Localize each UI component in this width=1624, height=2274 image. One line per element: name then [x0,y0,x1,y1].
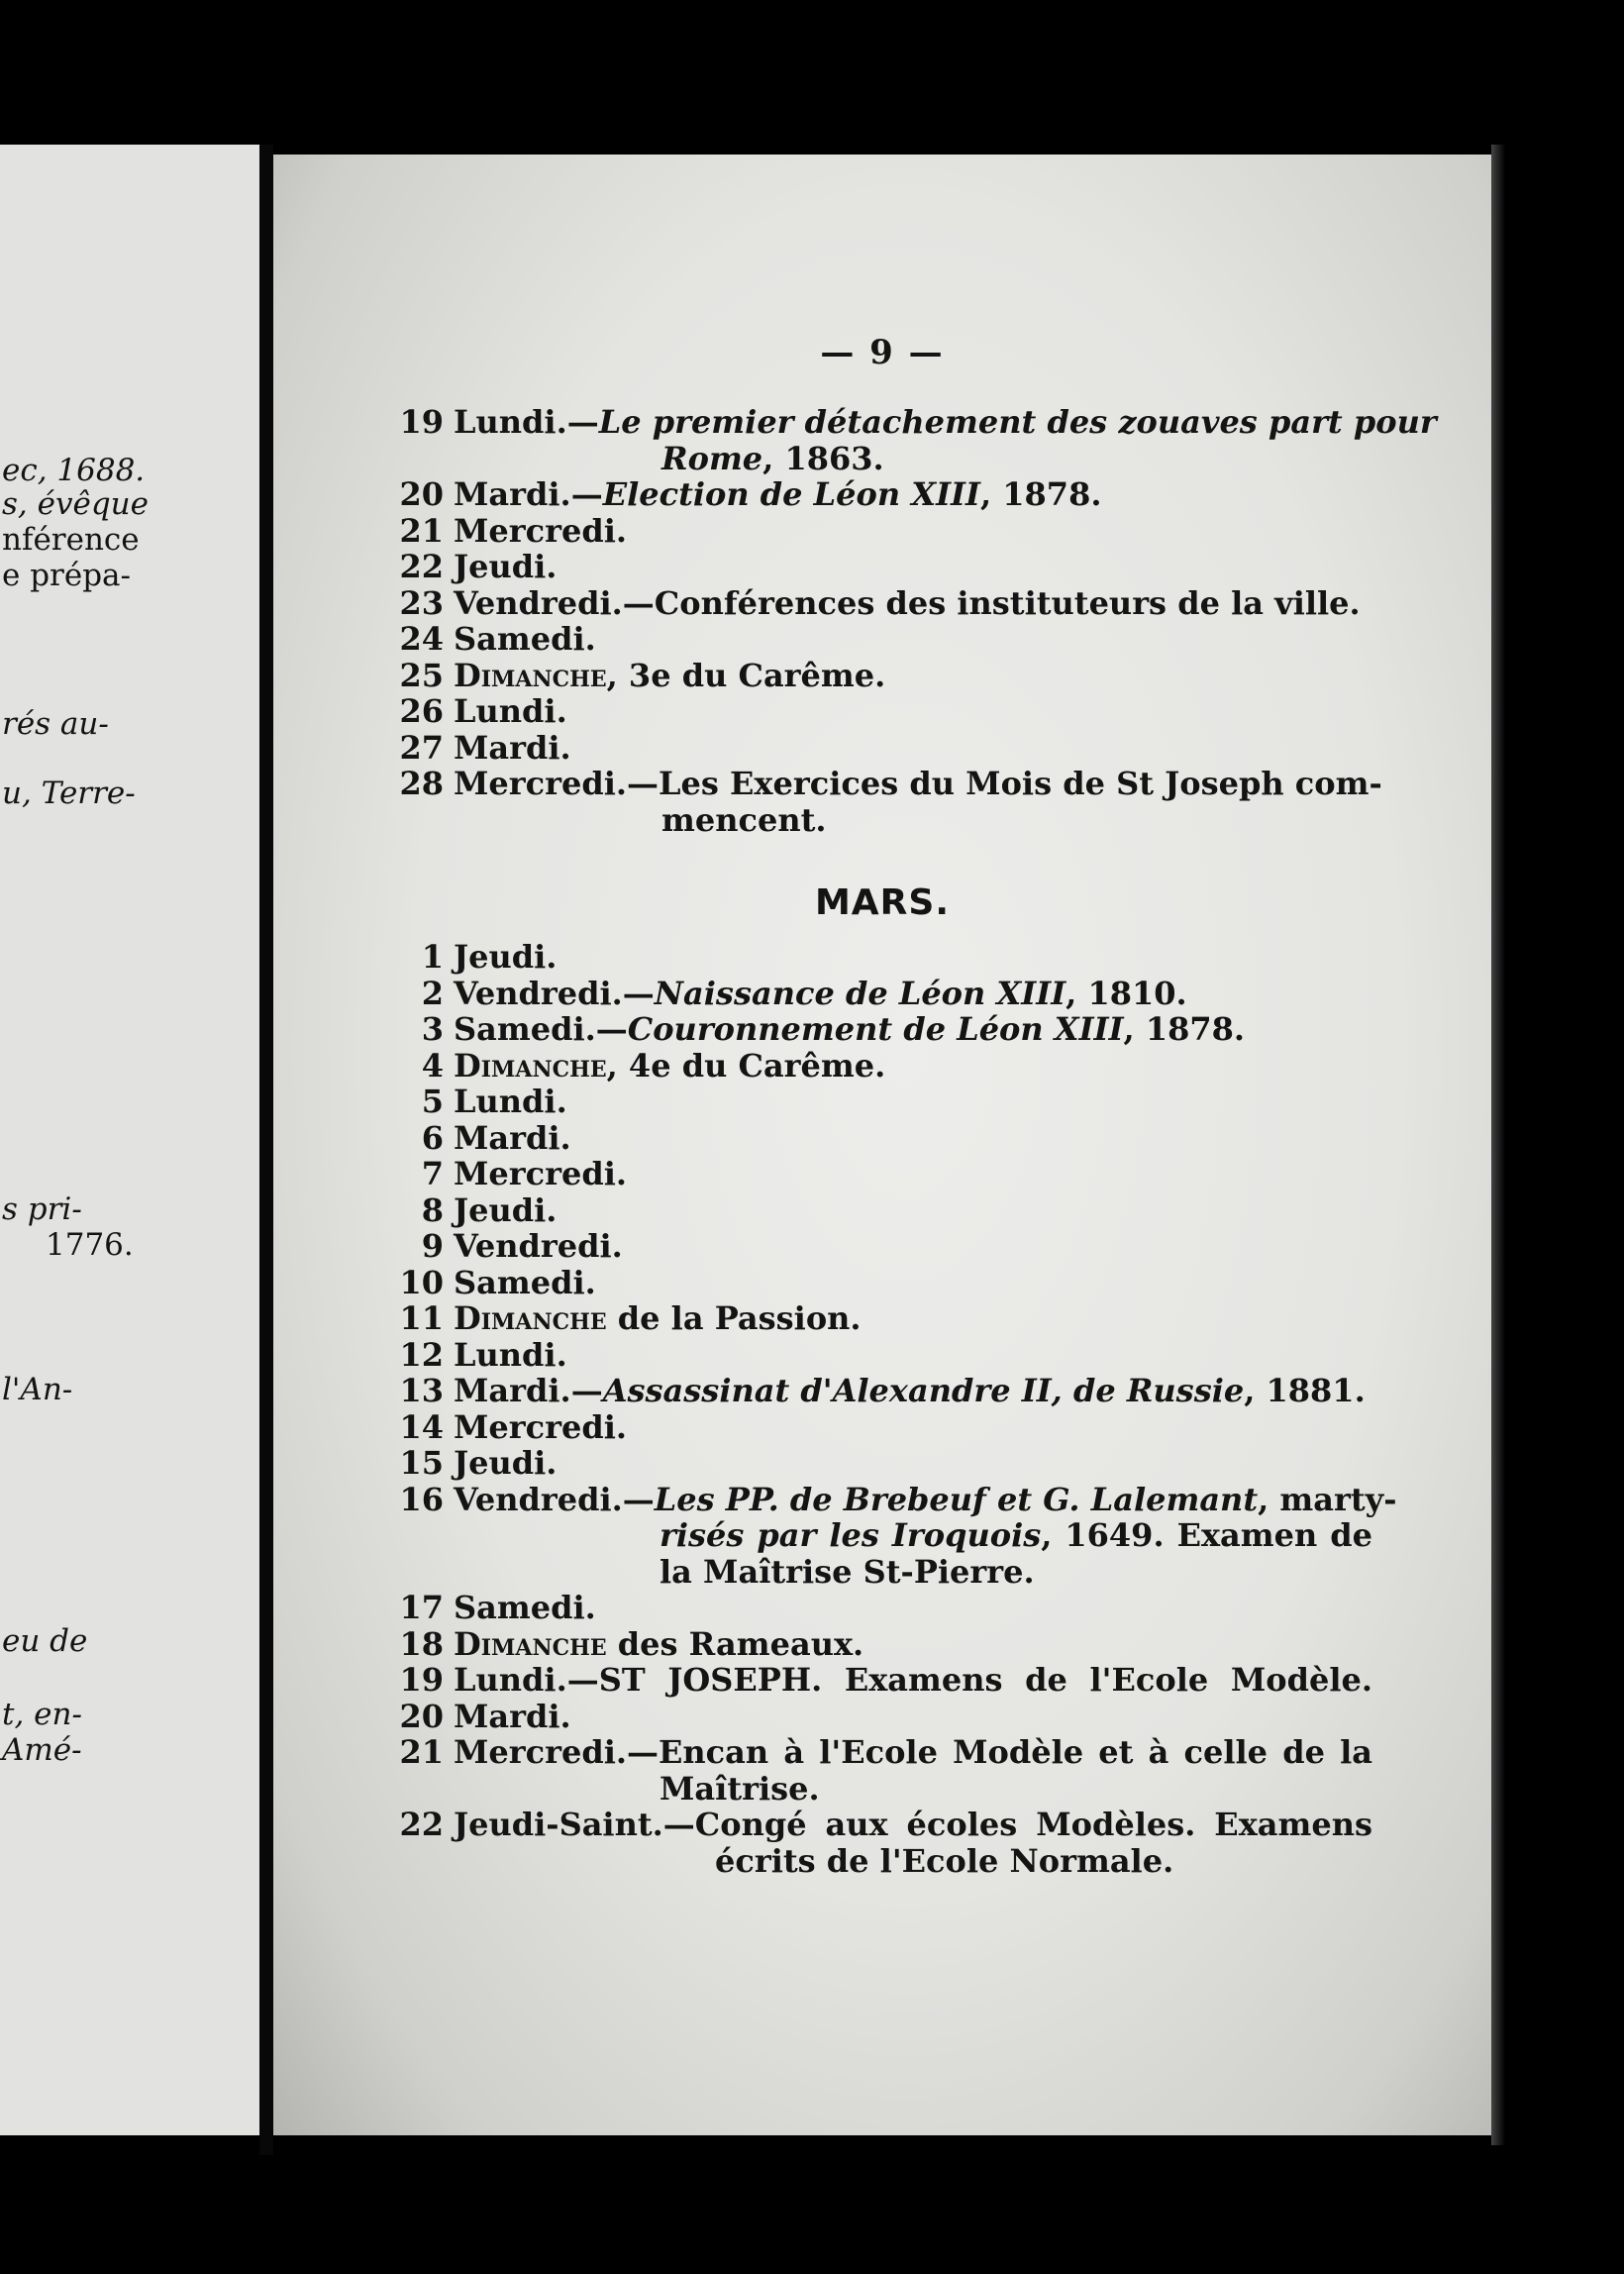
calendar-page [273,155,1491,2135]
facing-page-fragment: e prépa- [2,558,132,593]
entry-day: 2 [421,974,444,1012]
entry-day: 22 [399,548,444,585]
entry-text: Mercredi.—Encan à l'Ecole Modèle et à celle de la [454,1733,1372,1771]
facing-page-fragment: s, évêque [2,486,149,522]
entry-continuation: mencent. [661,800,827,839]
entry-text: Samedi. [454,1263,596,1301]
facing-page-fragment: s pri- [2,1191,82,1227]
entry-text: Vendredi.—Naissance de Léon XIII, 1810. [454,974,1187,1012]
entry-day: 13 [399,1372,444,1409]
entry-continuation: écrits de l'Ecole Normale. [715,1841,1174,1880]
entry-text: Samedi. [454,620,596,658]
entry-text: Dimanche, 3e du Carême. [454,656,886,694]
facing-page-edge [0,145,259,2135]
entry-day: 21 [399,511,444,550]
entry-continuation: risés par les Iroquois, 1649. Examen de [660,1516,1372,1554]
entry-text: Jeudi-Saint.—Congé aux écoles Modèles. Examens [454,1806,1372,1843]
facing-page-fragment: eu de [2,1623,88,1659]
entry-day: 7 [421,1155,444,1192]
entry-text: Lundi.—Le premier détachement des zouaves part pour [454,403,1437,441]
entry-text: Jeudi. [454,1444,558,1482]
entry-day: 8 [421,1190,444,1229]
entry-text: Dimanche des Rameaux. [454,1624,864,1663]
entry-continuation: Rome, 1863. [661,439,884,477]
entry-day: 26 [399,692,444,730]
entry-day: 11 [399,1299,444,1337]
entry-text: Mercredi. [454,511,628,550]
facing-page-fragment: l'An- [2,1372,73,1407]
entry-text: Mardi. [454,1118,571,1157]
page-gutter [259,145,273,2155]
entry-text: Mercredi. [454,1155,628,1192]
entry-text: Dimanche, 4e du Carême. [454,1046,886,1085]
entry-day: 10 [399,1263,444,1301]
entry-day: 15 [399,1444,444,1482]
facing-page-fragment: ec, 1688. [2,453,146,488]
entry-text: Mercredi.—Les Exercices du Mois de St Joseph com- [454,765,1382,802]
entry-day: 12 [399,1335,444,1374]
entry-day: 9 [421,1227,444,1265]
calendar-entries [273,155,1491,2135]
entry-text: Lundi. [454,1083,567,1120]
entry-day: 18 [399,1624,444,1663]
entry-day: 14 [399,1407,444,1446]
entry-text: Lundi. [454,692,567,730]
entry-text: Dimanche de la Passion. [454,1299,862,1337]
facing-page-fragment: rés au- [2,706,109,742]
facing-page-fragment: Amé- [2,1732,82,1768]
entry-text: Jeudi. [454,1190,558,1229]
entry-day: 5 [421,1083,444,1120]
page-edge-shadow [1491,145,1505,2145]
section-heading: MARS. [814,882,950,923]
facing-page-fragment: t, en- [2,1697,82,1732]
entry-text: Vendredi.—Conférences des instituteurs de la ville. [454,583,1361,622]
entry-day: 28 [399,765,444,802]
entry-text: Jeudi. [454,548,558,585]
entry-text: Mardi.—Election de Léon XIII, 1878. [454,475,1102,513]
entry-day: 3 [421,1010,444,1048]
entry-continuation: la Maîtrise St-Pierre. [660,1552,1035,1591]
entry-day: 19 [399,1661,444,1699]
entry-text: Jeudi. [454,938,558,976]
entry-day: 23 [399,583,444,622]
entry-text: Mardi. [454,728,571,767]
entry-day: 16 [399,1480,444,1518]
page-number: — 9 — [820,333,945,372]
entry-text: Mercredi. [454,1407,628,1446]
entry-day: 19 [399,403,444,441]
entry-continuation: Maîtrise. [660,1769,820,1808]
entry-day: 17 [399,1589,444,1626]
entry-day: 20 [399,1697,444,1735]
entry-day: 1 [421,938,444,976]
entry-text: Mardi. [454,1697,571,1735]
facing-page-fragment: u, Terre- [2,775,136,811]
entry-text: Lundi. [454,1335,567,1374]
entry-day: 6 [421,1118,444,1157]
entry-day: 21 [399,1733,444,1771]
entry-day: 27 [399,728,444,767]
entry-text: Samedi.—Couronnement de Léon XIII, 1878. [454,1010,1246,1048]
entry-text: Vendredi. [454,1227,623,1265]
facing-page-fragment: 1776. [46,1227,134,1263]
entry-day: 20 [399,475,444,513]
entry-day: 24 [399,620,444,658]
entry-day: 25 [399,656,444,694]
entry-text: Mardi.—Assassinat d'Alexandre II, de Russie, 1881. [454,1372,1366,1409]
entry-text: Lundi.—ST JOSEPH. Examens de l'Ecole Modèle. [454,1661,1372,1699]
entry-day: 22 [399,1806,444,1843]
facing-page-fragment: nférence [2,522,140,558]
entry-text: Samedi. [454,1589,596,1626]
entry-day: 4 [421,1046,444,1085]
entry-text: Vendredi.—Les PP. de Brebeuf et G. Lalemant, marty- [454,1480,1397,1518]
